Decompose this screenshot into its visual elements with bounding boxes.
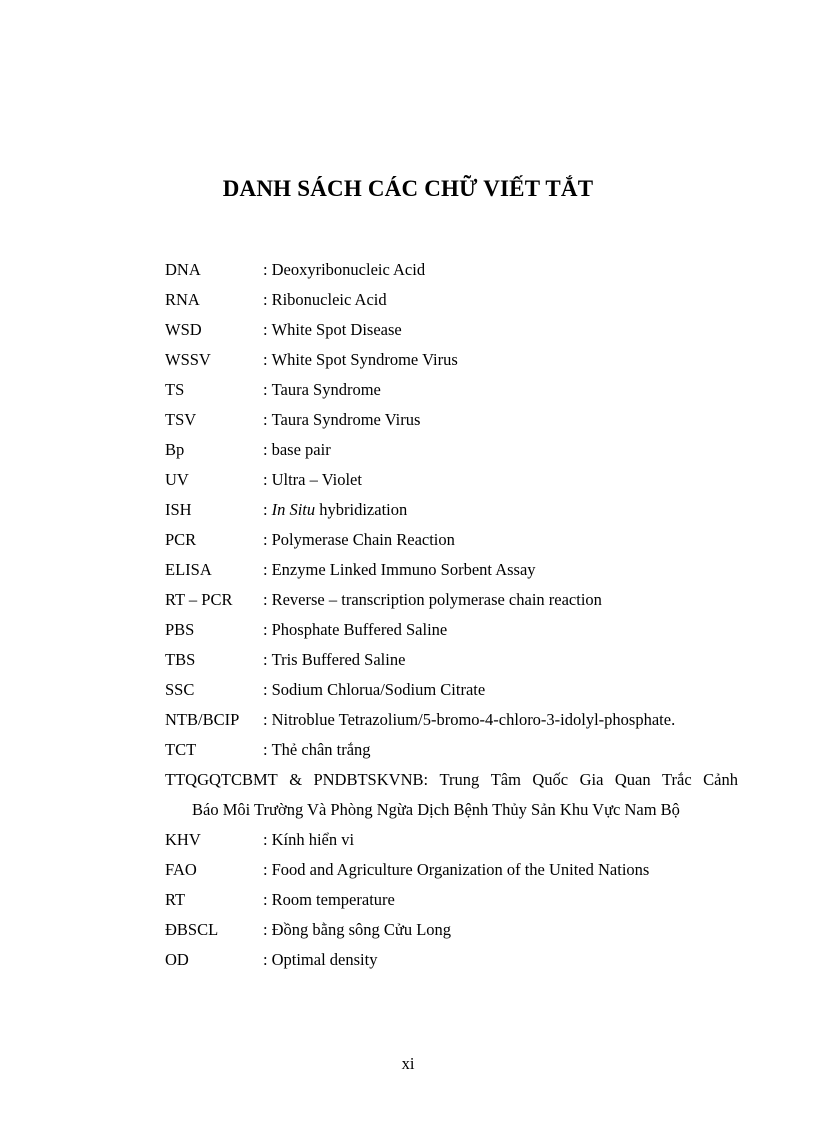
page-title: DANH SÁCH CÁC CHỮ VIẾT TẮT	[222, 176, 594, 201]
list-item	[165, 918, 745, 948]
definition: : Đồng bằng sông Cửu Long	[263, 920, 452, 939]
definition: : Polymerase Chain Reaction	[263, 530, 455, 549]
long-entry-line2: Báo Môi Trường Và Phòng Ngừa Dịch Bệnh Thủy Sản Khu Vực Nam Bộ	[192, 800, 680, 819]
abbreviation: RT	[165, 890, 186, 909]
definition: : Food and Agriculture Organization of the United Nations	[263, 860, 650, 879]
definition: : Ribonucleic Acid	[263, 290, 387, 309]
abbreviation: FAO	[165, 860, 197, 879]
list-item	[165, 588, 745, 618]
abbreviation: TCT	[165, 740, 197, 759]
definition: : Deoxyribonucleic Acid	[263, 260, 426, 279]
abbreviation: NTB/BCIP	[165, 710, 240, 729]
list-item	[165, 528, 745, 558]
abbreviation: ISH	[165, 500, 192, 519]
definition: : Thẻ chân trắng	[263, 740, 371, 759]
list-item-long	[165, 768, 745, 828]
list-item	[165, 948, 745, 978]
abbreviation: RNA	[165, 290, 200, 309]
list-item	[165, 618, 745, 648]
abbreviation: WSD	[165, 320, 202, 339]
definition: : Reverse – transcription polymerase chain reaction	[263, 590, 602, 609]
definition: : Enzyme Linked Immuno Sorbent Assay	[263, 560, 536, 579]
definition: : base pair	[263, 440, 331, 459]
list-item	[165, 648, 745, 678]
abbreviation: TS	[165, 380, 185, 399]
list-item	[165, 288, 745, 318]
definition: : Phosphate Buffered Saline	[263, 620, 448, 639]
list-item	[165, 708, 745, 738]
definition: : Room temperature	[263, 890, 395, 909]
definition: : White Spot Disease	[263, 320, 402, 339]
definition: : Taura Syndrome	[263, 380, 381, 399]
abbreviation: PBS	[165, 620, 195, 639]
list-item	[165, 408, 745, 438]
abbreviation: ELISA	[165, 560, 212, 579]
list-item	[165, 828, 745, 858]
page-number: xi	[401, 1054, 415, 1073]
definition: : Sodium Chlorua/Sodium Citrate	[263, 680, 486, 699]
abbreviation: UV	[165, 470, 189, 489]
abbreviation: TBS	[165, 650, 196, 669]
list-item	[165, 378, 745, 408]
abbreviation: ĐBSCL	[165, 920, 219, 939]
list-item	[165, 858, 745, 888]
definition: : Optimal density	[263, 950, 378, 969]
list-item	[165, 738, 745, 768]
list-item	[165, 498, 745, 528]
definition: : White Spot Syndrome Virus	[263, 350, 458, 369]
abbreviation-list	[165, 258, 745, 978]
abbreviation: WSSV	[165, 350, 211, 369]
definition: : In Situ hybridization	[263, 500, 408, 519]
list-item	[165, 468, 745, 498]
list-item	[165, 558, 745, 588]
list-item	[165, 438, 745, 468]
list-item	[165, 318, 745, 348]
long-entry-line1: TTQGQTCBMT & PNDBTSKVNB: Trung Tâm Quốc Gia Quan Trắc Cảnh	[165, 770, 738, 789]
definition: : Ultra – Violet	[263, 470, 362, 489]
abbreviation: RT – PCR	[165, 590, 233, 609]
abbreviation: TSV	[165, 410, 197, 429]
list-item	[165, 348, 745, 378]
list-item	[165, 678, 745, 708]
list-item	[165, 888, 745, 918]
abbreviation: PCR	[165, 530, 197, 549]
list-item	[165, 258, 745, 288]
definition: : Kính hiển vi	[263, 830, 355, 849]
abbreviation: Bp	[165, 440, 185, 459]
definition: : Nitroblue Tetrazolium/5-bromo-4-chloro-3-idolyl-phosphate.	[263, 710, 676, 729]
definition: : Tris Buffered Saline	[263, 650, 406, 669]
definition: : Taura Syndrome Virus	[263, 410, 421, 429]
abbreviation: KHV	[165, 830, 201, 849]
abbreviation: DNA	[165, 260, 201, 279]
abbreviation: SSC	[165, 680, 195, 699]
abbreviation: OD	[165, 950, 189, 969]
